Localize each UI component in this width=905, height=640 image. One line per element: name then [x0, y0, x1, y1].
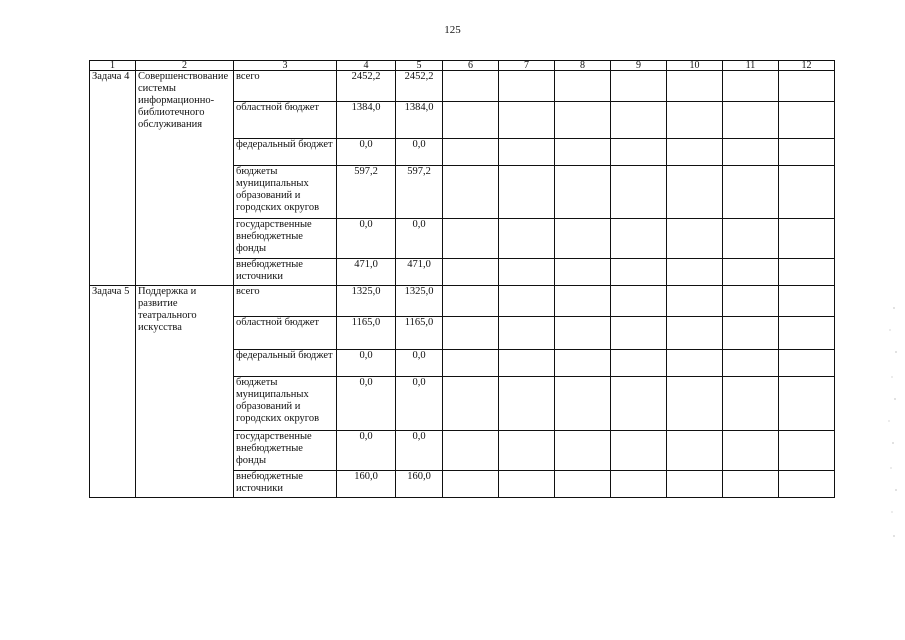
task-id: Задача 4	[90, 71, 136, 286]
empty-cell	[723, 259, 779, 286]
value-col5: 2452,2	[396, 71, 443, 102]
empty-cell	[499, 259, 555, 286]
empty-cell	[499, 286, 555, 317]
empty-cell	[723, 71, 779, 102]
column-header: 3	[234, 61, 337, 71]
empty-cell	[443, 71, 499, 102]
value-col4: 160,0	[337, 471, 396, 498]
value-col4: 0,0	[337, 219, 396, 259]
empty-cell	[779, 317, 835, 350]
table-row	[90, 286, 835, 317]
empty-cell	[555, 286, 611, 317]
empty-cell	[667, 317, 723, 350]
empty-cell	[443, 139, 499, 166]
funding-source: внебюджетные источники	[234, 471, 337, 498]
empty-cell	[667, 286, 723, 317]
funding-source: федеральный бюджет	[234, 139, 337, 166]
empty-cell	[723, 139, 779, 166]
value-col5: 1165,0	[396, 317, 443, 350]
empty-cell	[779, 166, 835, 219]
empty-cell	[723, 350, 779, 377]
scan-noise	[880, 300, 900, 550]
column-header: 4	[337, 61, 396, 71]
empty-cell	[611, 139, 667, 166]
empty-cell	[443, 259, 499, 286]
header-row	[90, 61, 835, 71]
funding-source: государственные внебюджетные фонды	[234, 431, 337, 471]
empty-cell	[499, 431, 555, 471]
empty-cell	[555, 139, 611, 166]
empty-cell	[611, 166, 667, 219]
empty-cell	[499, 350, 555, 377]
empty-cell	[443, 219, 499, 259]
funding-source: бюджеты муниципальных образований и городских округов	[234, 377, 337, 431]
funding-source: областной бюджет	[234, 317, 337, 350]
empty-cell	[667, 259, 723, 286]
task-title: Совершенствование системы информационно-библиотечного обслуживания	[136, 71, 234, 286]
value-col4: 0,0	[337, 350, 396, 377]
empty-cell	[555, 317, 611, 350]
table-row	[90, 71, 835, 102]
empty-cell	[667, 350, 723, 377]
value-col5: 0,0	[396, 139, 443, 166]
empty-cell	[779, 102, 835, 139]
empty-cell	[443, 350, 499, 377]
funding-source: государственные внебюджетные фонды	[234, 219, 337, 259]
empty-cell	[779, 471, 835, 498]
funding-source: областной бюджет	[234, 102, 337, 139]
empty-cell	[555, 377, 611, 431]
empty-cell	[443, 102, 499, 139]
empty-cell	[723, 471, 779, 498]
empty-cell	[723, 219, 779, 259]
empty-cell	[779, 71, 835, 102]
value-col5: 0,0	[396, 350, 443, 377]
empty-cell	[443, 286, 499, 317]
empty-cell	[611, 102, 667, 139]
empty-cell	[555, 166, 611, 219]
value-col5: 471,0	[396, 259, 443, 286]
column-header: 2	[136, 61, 234, 71]
empty-cell	[667, 139, 723, 166]
empty-cell	[723, 431, 779, 471]
column-header: 9	[611, 61, 667, 71]
column-header: 8	[555, 61, 611, 71]
empty-cell	[499, 71, 555, 102]
empty-cell	[555, 259, 611, 286]
funding-source: всего	[234, 286, 337, 317]
empty-cell	[667, 71, 723, 102]
empty-cell	[611, 219, 667, 259]
value-col5: 0,0	[396, 219, 443, 259]
empty-cell	[555, 431, 611, 471]
empty-cell	[611, 71, 667, 102]
empty-cell	[723, 166, 779, 219]
empty-cell	[499, 219, 555, 259]
page-number: 125	[444, 24, 461, 36]
empty-cell	[779, 139, 835, 166]
empty-cell	[611, 286, 667, 317]
column-header: 10	[667, 61, 723, 71]
column-header: 5	[396, 61, 443, 71]
empty-cell	[611, 431, 667, 471]
column-header: 11	[723, 61, 779, 71]
empty-cell	[611, 259, 667, 286]
column-header: 7	[499, 61, 555, 71]
task-title: Поддержка и развитие театрального искусства	[136, 286, 234, 498]
empty-cell	[667, 166, 723, 219]
value-col4: 1384,0	[337, 102, 396, 139]
funding-source: внебюджетные источники	[234, 259, 337, 286]
empty-cell	[723, 377, 779, 431]
empty-cell	[443, 431, 499, 471]
column-header: 1	[90, 61, 136, 71]
column-header: 12	[779, 61, 835, 71]
empty-cell	[499, 102, 555, 139]
empty-cell	[555, 71, 611, 102]
value-col4: 1165,0	[337, 317, 396, 350]
empty-cell	[499, 166, 555, 219]
empty-cell	[611, 471, 667, 498]
value-col5: 1325,0	[396, 286, 443, 317]
empty-cell	[779, 219, 835, 259]
empty-cell	[779, 286, 835, 317]
empty-cell	[611, 377, 667, 431]
value-col4: 2452,2	[337, 71, 396, 102]
task-id: Задача 5	[90, 286, 136, 498]
empty-cell	[555, 350, 611, 377]
empty-cell	[555, 219, 611, 259]
empty-cell	[555, 102, 611, 139]
value-col5: 1384,0	[396, 102, 443, 139]
funding-source: бюджеты муниципальных образований и городских округов	[234, 166, 337, 219]
empty-cell	[779, 350, 835, 377]
empty-cell	[667, 431, 723, 471]
empty-cell	[723, 102, 779, 139]
value-col5: 0,0	[396, 431, 443, 471]
value-col4: 471,0	[337, 259, 396, 286]
value-col5: 160,0	[396, 471, 443, 498]
empty-cell	[779, 259, 835, 286]
funding-source: всего	[234, 71, 337, 102]
empty-cell	[499, 139, 555, 166]
empty-cell	[499, 471, 555, 498]
budget-table	[89, 60, 835, 498]
column-header: 6	[443, 61, 499, 71]
empty-cell	[667, 471, 723, 498]
empty-cell	[723, 317, 779, 350]
value-col4: 0,0	[337, 139, 396, 166]
empty-cell	[611, 350, 667, 377]
value-col4: 1325,0	[337, 286, 396, 317]
empty-cell	[667, 102, 723, 139]
empty-cell	[723, 286, 779, 317]
empty-cell	[499, 317, 555, 350]
empty-cell	[667, 377, 723, 431]
value-col4: 0,0	[337, 377, 396, 431]
value-col4: 597,2	[337, 166, 396, 219]
empty-cell	[443, 317, 499, 350]
empty-cell	[779, 431, 835, 471]
empty-cell	[611, 317, 667, 350]
empty-cell	[779, 377, 835, 431]
empty-cell	[443, 471, 499, 498]
value-col5: 597,2	[396, 166, 443, 219]
empty-cell	[667, 219, 723, 259]
empty-cell	[555, 471, 611, 498]
value-col4: 0,0	[337, 431, 396, 471]
empty-cell	[443, 166, 499, 219]
value-col5: 0,0	[396, 377, 443, 431]
empty-cell	[499, 377, 555, 431]
funding-source: федеральный бюджет	[234, 350, 337, 377]
empty-cell	[443, 377, 499, 431]
